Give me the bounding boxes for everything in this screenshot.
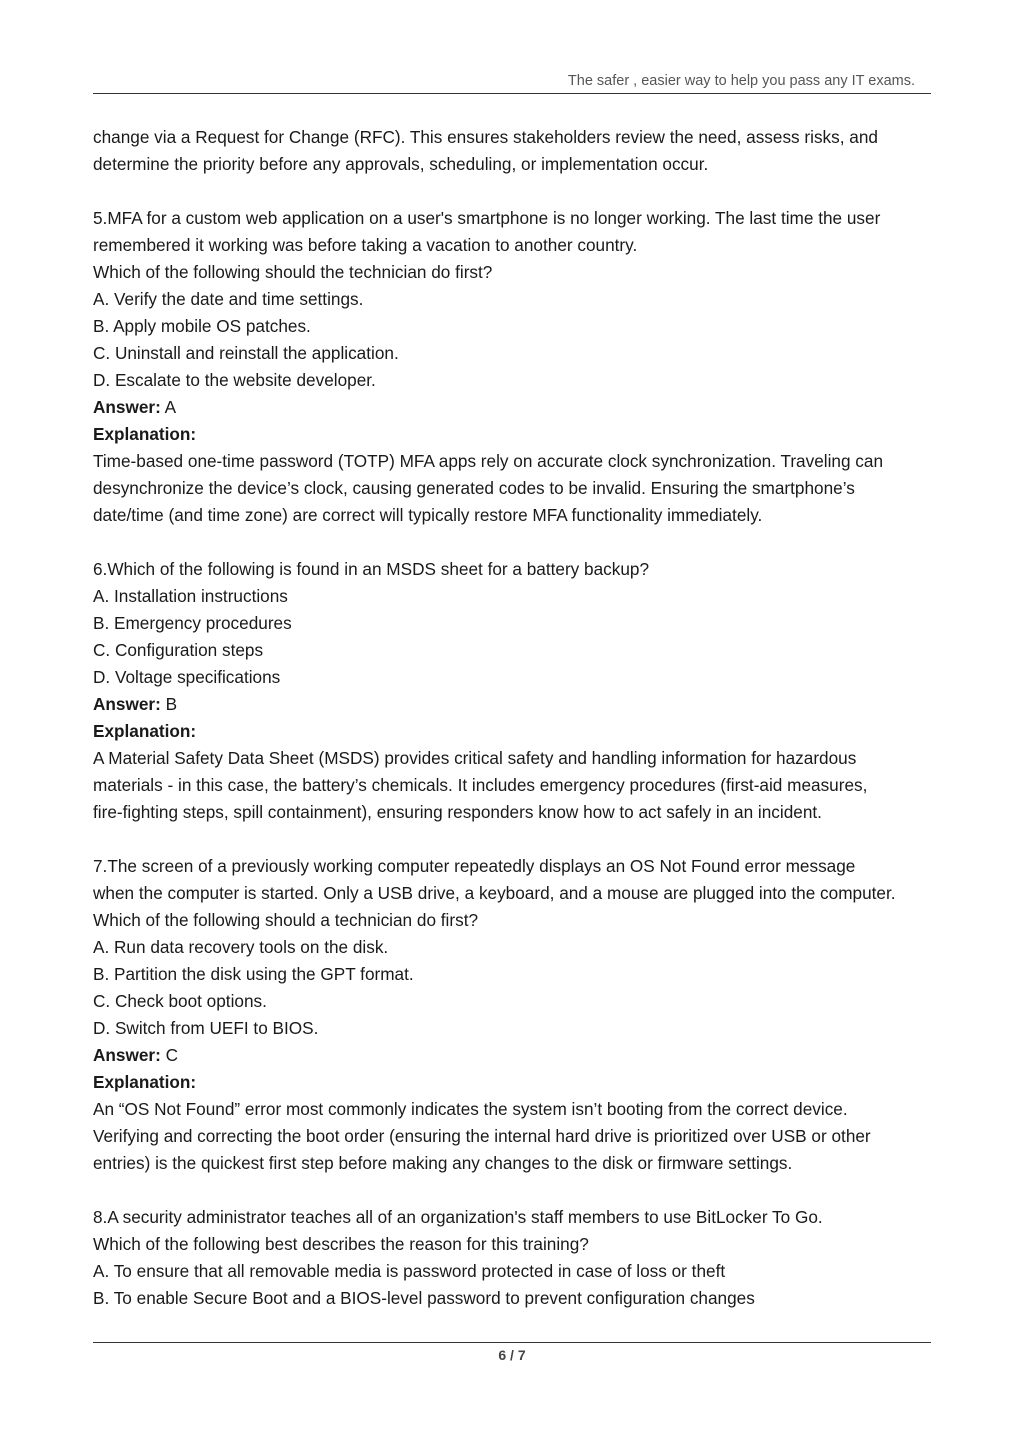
paragraph-spacer (93, 1177, 953, 1204)
explanation-line: Time-based one-time password (TOTP) MFA apps rely on accurate clock synchronization. Traveling can (93, 451, 884, 471)
explanation-line: An “OS Not Found” error most commonly indicates the system isn’t booting from the correct device. (93, 1099, 848, 1119)
question-5 (93, 205, 953, 529)
page-number: 6 / 7 (498, 1347, 526, 1363)
page-content (93, 124, 953, 1312)
explanation-line: materials - in this case, the battery’s chemicals. It includes emergency procedures (first-aid measures, (93, 775, 868, 795)
explanation-line: desynchronize the device’s clock, causing generated codes to be invalid. Ensuring the smartphone’s (93, 478, 855, 498)
option-a: A. Run data recovery tools on the disk. (93, 937, 389, 957)
option-b: B. To enable Secure Boot and a BIOS-level password to prevent configuration changes (93, 1288, 755, 1308)
footer-divider (93, 1342, 931, 1343)
answer-value: C (160, 1045, 178, 1065)
question-7 (93, 853, 953, 1177)
question-stem-line: Which of the following should a technician do first? (93, 910, 479, 930)
intro-paragraph (93, 124, 953, 178)
answer-label: Answer: (93, 397, 161, 417)
question-6 (93, 556, 953, 826)
option-c: C. Check boot options. (93, 991, 267, 1011)
question-stem-line: 6.Which of the following is found in an MSDS sheet for a battery backup? (93, 559, 650, 579)
explanation-line: entries) is the quickest first step before making any changes to the disk or firmware settings. (93, 1153, 793, 1173)
option-b: B. Apply mobile OS patches. (93, 316, 311, 336)
intro-line: determine the priority before any approvals, scheduling, or implementation occur. (93, 154, 709, 174)
explanation-label: Explanation: (93, 424, 197, 444)
question-stem-line: Which of the following best describes the reason for this training? (93, 1234, 589, 1254)
question-stem-line: 5.MFA for a custom web application on a user's smartphone is no longer working. The last time the user (93, 208, 881, 228)
explanation-label: Explanation: (93, 721, 197, 741)
header-divider (93, 93, 931, 94)
explanation-line: date/time (and time zone) are correct will typically restore MFA functionality immediately. (93, 505, 763, 525)
explanation-line: fire-fighting steps, spill containment), ensuring responders know how to act safely in an incident. (93, 802, 822, 822)
option-b: B. Emergency procedures (93, 613, 292, 633)
paragraph-spacer (93, 178, 953, 205)
header-tagline: The safer , easier way to help you pass any IT exams. (567, 73, 915, 89)
intro-line: change via a Request for Change (RFC). This ensures stakeholders review the need, assess risks, and (93, 127, 878, 147)
explanation-line: Verifying and correcting the boot order (ensuring the internal hard drive is prioritized over USB or other (93, 1126, 871, 1146)
answer-line (93, 394, 953, 421)
option-d: D. Escalate to the website developer. (93, 370, 376, 390)
answer-line (93, 691, 953, 718)
explanation-label: Explanation: (93, 1072, 197, 1092)
question-stem-line: remembered it working was before taking a vacation to another country. (93, 235, 638, 255)
answer-value: A (160, 397, 177, 417)
explanation-line: A Material Safety Data Sheet (MSDS) provides critical safety and handling information for hazardous (93, 748, 857, 768)
answer-label: Answer: (93, 694, 161, 714)
answer-label: Answer: (93, 1045, 161, 1065)
option-c: C. Configuration steps (93, 640, 264, 660)
option-c: C. Uninstall and reinstall the application. (93, 343, 399, 363)
question-8 (93, 1204, 953, 1312)
answer-line (93, 1042, 953, 1069)
option-a: A. Verify the date and time settings. (93, 289, 364, 309)
question-stem-line: Which of the following should the technician do first? (93, 262, 493, 282)
option-d: D. Switch from UEFI to BIOS. (93, 1018, 319, 1038)
question-stem-line: 8.A security administrator teaches all of an organization's staff members to use BitLocker To Go. (93, 1207, 823, 1227)
question-stem-line: 7.The screen of a previously working computer repeatedly displays an OS Not Found error message (93, 856, 856, 876)
question-stem-line: when the computer is started. Only a USB drive, a keyboard, and a mouse are plugged into the computer. (93, 883, 896, 903)
answer-value: B (160, 694, 178, 714)
option-a: A. Installation instructions (93, 586, 288, 606)
option-b: B. Partition the disk using the GPT format. (93, 964, 414, 984)
option-a: A. To ensure that all removable media is password protected in case of loss or theft (93, 1261, 726, 1281)
paragraph-spacer (93, 529, 953, 556)
paragraph-spacer (93, 826, 953, 853)
option-d: D. Voltage specifications (93, 667, 281, 687)
